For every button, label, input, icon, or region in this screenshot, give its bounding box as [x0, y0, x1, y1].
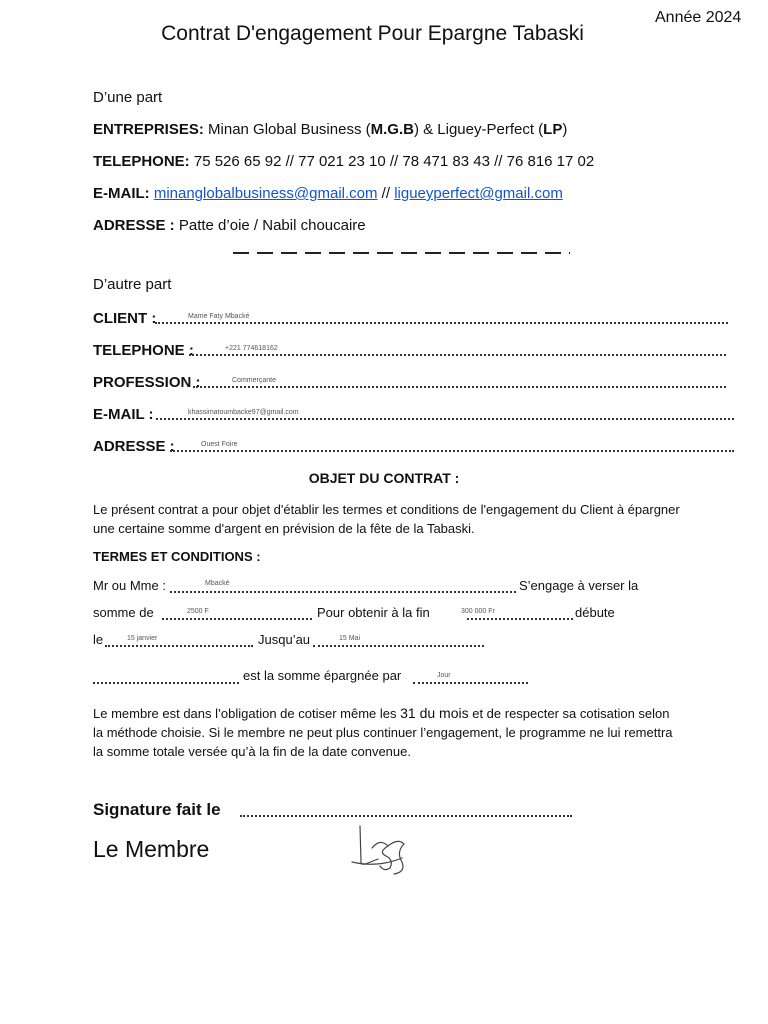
- entreprises-text-e: ): [562, 121, 568, 138]
- obtenir-text: Pour obtenir à la fin: [317, 605, 430, 620]
- client-label: CLIENT :: [93, 310, 157, 327]
- montant-dotted-line[interactable]: [93, 682, 239, 684]
- client-dotted-line[interactable]: [155, 322, 728, 324]
- objet-text: Le présent contrat a pour objet d'établir les termes et conditions de l'engagement du Client à épargner une certaine somme d'argent en prévision de la fête de la Tabaski.: [93, 502, 680, 536]
- mr-value: Mbacké: [205, 580, 230, 587]
- profession-dotted-line[interactable]: [193, 386, 726, 388]
- le-value: 15 janvier: [127, 635, 158, 642]
- telephone-client-dotted-line[interactable]: [189, 354, 726, 356]
- adresse-line: [93, 217, 366, 234]
- jusquau-dotted-line[interactable]: [313, 645, 484, 647]
- section-divider: [233, 248, 570, 262]
- document-title: Contrat D'engagement Pour Epargne Tabaski: [161, 22, 584, 45]
- adresse-value: Patte d’oie / Nabil choucaire: [178, 217, 366, 234]
- le-label: le: [93, 632, 104, 647]
- adresse-client-dotted-line[interactable]: [170, 450, 734, 452]
- termes-title: TERMES ET CONDITIONS :: [93, 549, 261, 564]
- engage-text: S’engage à verser la: [519, 578, 639, 593]
- email-client-value: khassimatoumbacke97@gmail.com: [188, 409, 299, 416]
- obtenir-dotted-line[interactable]: [467, 618, 573, 620]
- signature-label: Signature fait le: [93, 800, 221, 819]
- le-dotted-line[interactable]: [105, 645, 253, 647]
- telephone-line: [93, 153, 594, 170]
- party2-intro: D’autre part: [93, 276, 172, 293]
- adresse-label: ADRESSE :: [93, 217, 175, 234]
- email-link-mgb[interactable]: minanglobalbusiness@gmail.com: [153, 185, 378, 202]
- entreprises-text-c: ) & Liguey-Perfect (: [413, 121, 544, 138]
- obligation-paragraph: [93, 704, 678, 761]
- mr-label: Mr ou Mme :: [93, 578, 166, 593]
- year-label: Année 2024: [655, 9, 742, 26]
- jusquau-value: 15 Mai: [339, 635, 361, 642]
- entreprises-lp: LP: [543, 121, 563, 138]
- email-client-label: E-MAIL :: [93, 406, 154, 423]
- email-label: E-MAIL:: [93, 185, 150, 202]
- membre-label: Le Membre: [93, 836, 210, 862]
- handwritten-signature: [348, 822, 410, 878]
- telephone-client-value: +221 774618162: [225, 345, 278, 352]
- telephone-client-label: TELEPHONE :: [93, 342, 194, 359]
- party1-intro: D’une part: [93, 89, 163, 106]
- par-dotted-line[interactable]: [413, 682, 528, 684]
- entreprises-mgb: M.G.B: [370, 121, 414, 138]
- telephone-value: 75 526 65 92 // 77 021 23 10 // 78 471 83 43 // 76 816 17 02: [193, 153, 595, 170]
- entreprises-text-a: Minan Global Business (: [208, 121, 371, 138]
- obligation-31-du-mois: 31 du mois: [400, 705, 469, 721]
- email-separator: //: [381, 185, 391, 202]
- somme-dotted-line[interactable]: [162, 618, 312, 620]
- profession-value: Commerçante: [232, 377, 276, 384]
- email-client-dotted-line[interactable]: [156, 418, 734, 420]
- somme-label: somme de: [93, 605, 154, 620]
- debute-text: débute: [575, 605, 615, 620]
- objet-title: OBJET DU CONTRAT :: [308, 470, 460, 486]
- epargnee-text: est la somme épargnée par: [243, 668, 402, 683]
- client-value: Mame Faty Mbacké: [188, 313, 250, 320]
- email-line: [93, 185, 563, 202]
- obligation-text-c: et de respecter sa cotisation selon la méthode choisie. Si le membre ne peut plus continuer l’engagement, le programme ne lui remettra la somme totale versée qu’à la fin de la date convenue.: [93, 706, 673, 759]
- mr-dotted-line[interactable]: [170, 591, 516, 593]
- signature-dotted-line[interactable]: [240, 815, 572, 817]
- adresse-client-value: Ouest Foire: [201, 441, 238, 448]
- par-value: Jour: [437, 672, 451, 679]
- telephone-label: TELEPHONE:: [93, 153, 190, 170]
- email-link-lp[interactable]: ligueyperfect@gmail.com: [394, 185, 563, 202]
- obtenir-value: 300 000 Fr: [461, 608, 495, 615]
- jusquau-text: Jusqu’au: [258, 632, 311, 647]
- somme-value: 2500 F: [187, 608, 209, 615]
- profession-label: PROFESSION :: [93, 374, 201, 391]
- entreprises-line: [93, 121, 567, 138]
- entreprises-label: ENTREPRISES:: [93, 121, 204, 138]
- obligation-text-a: Le membre est dans l’obligation de cotiser même les: [93, 706, 397, 721]
- adresse-client-label: ADRESSE :: [93, 438, 175, 455]
